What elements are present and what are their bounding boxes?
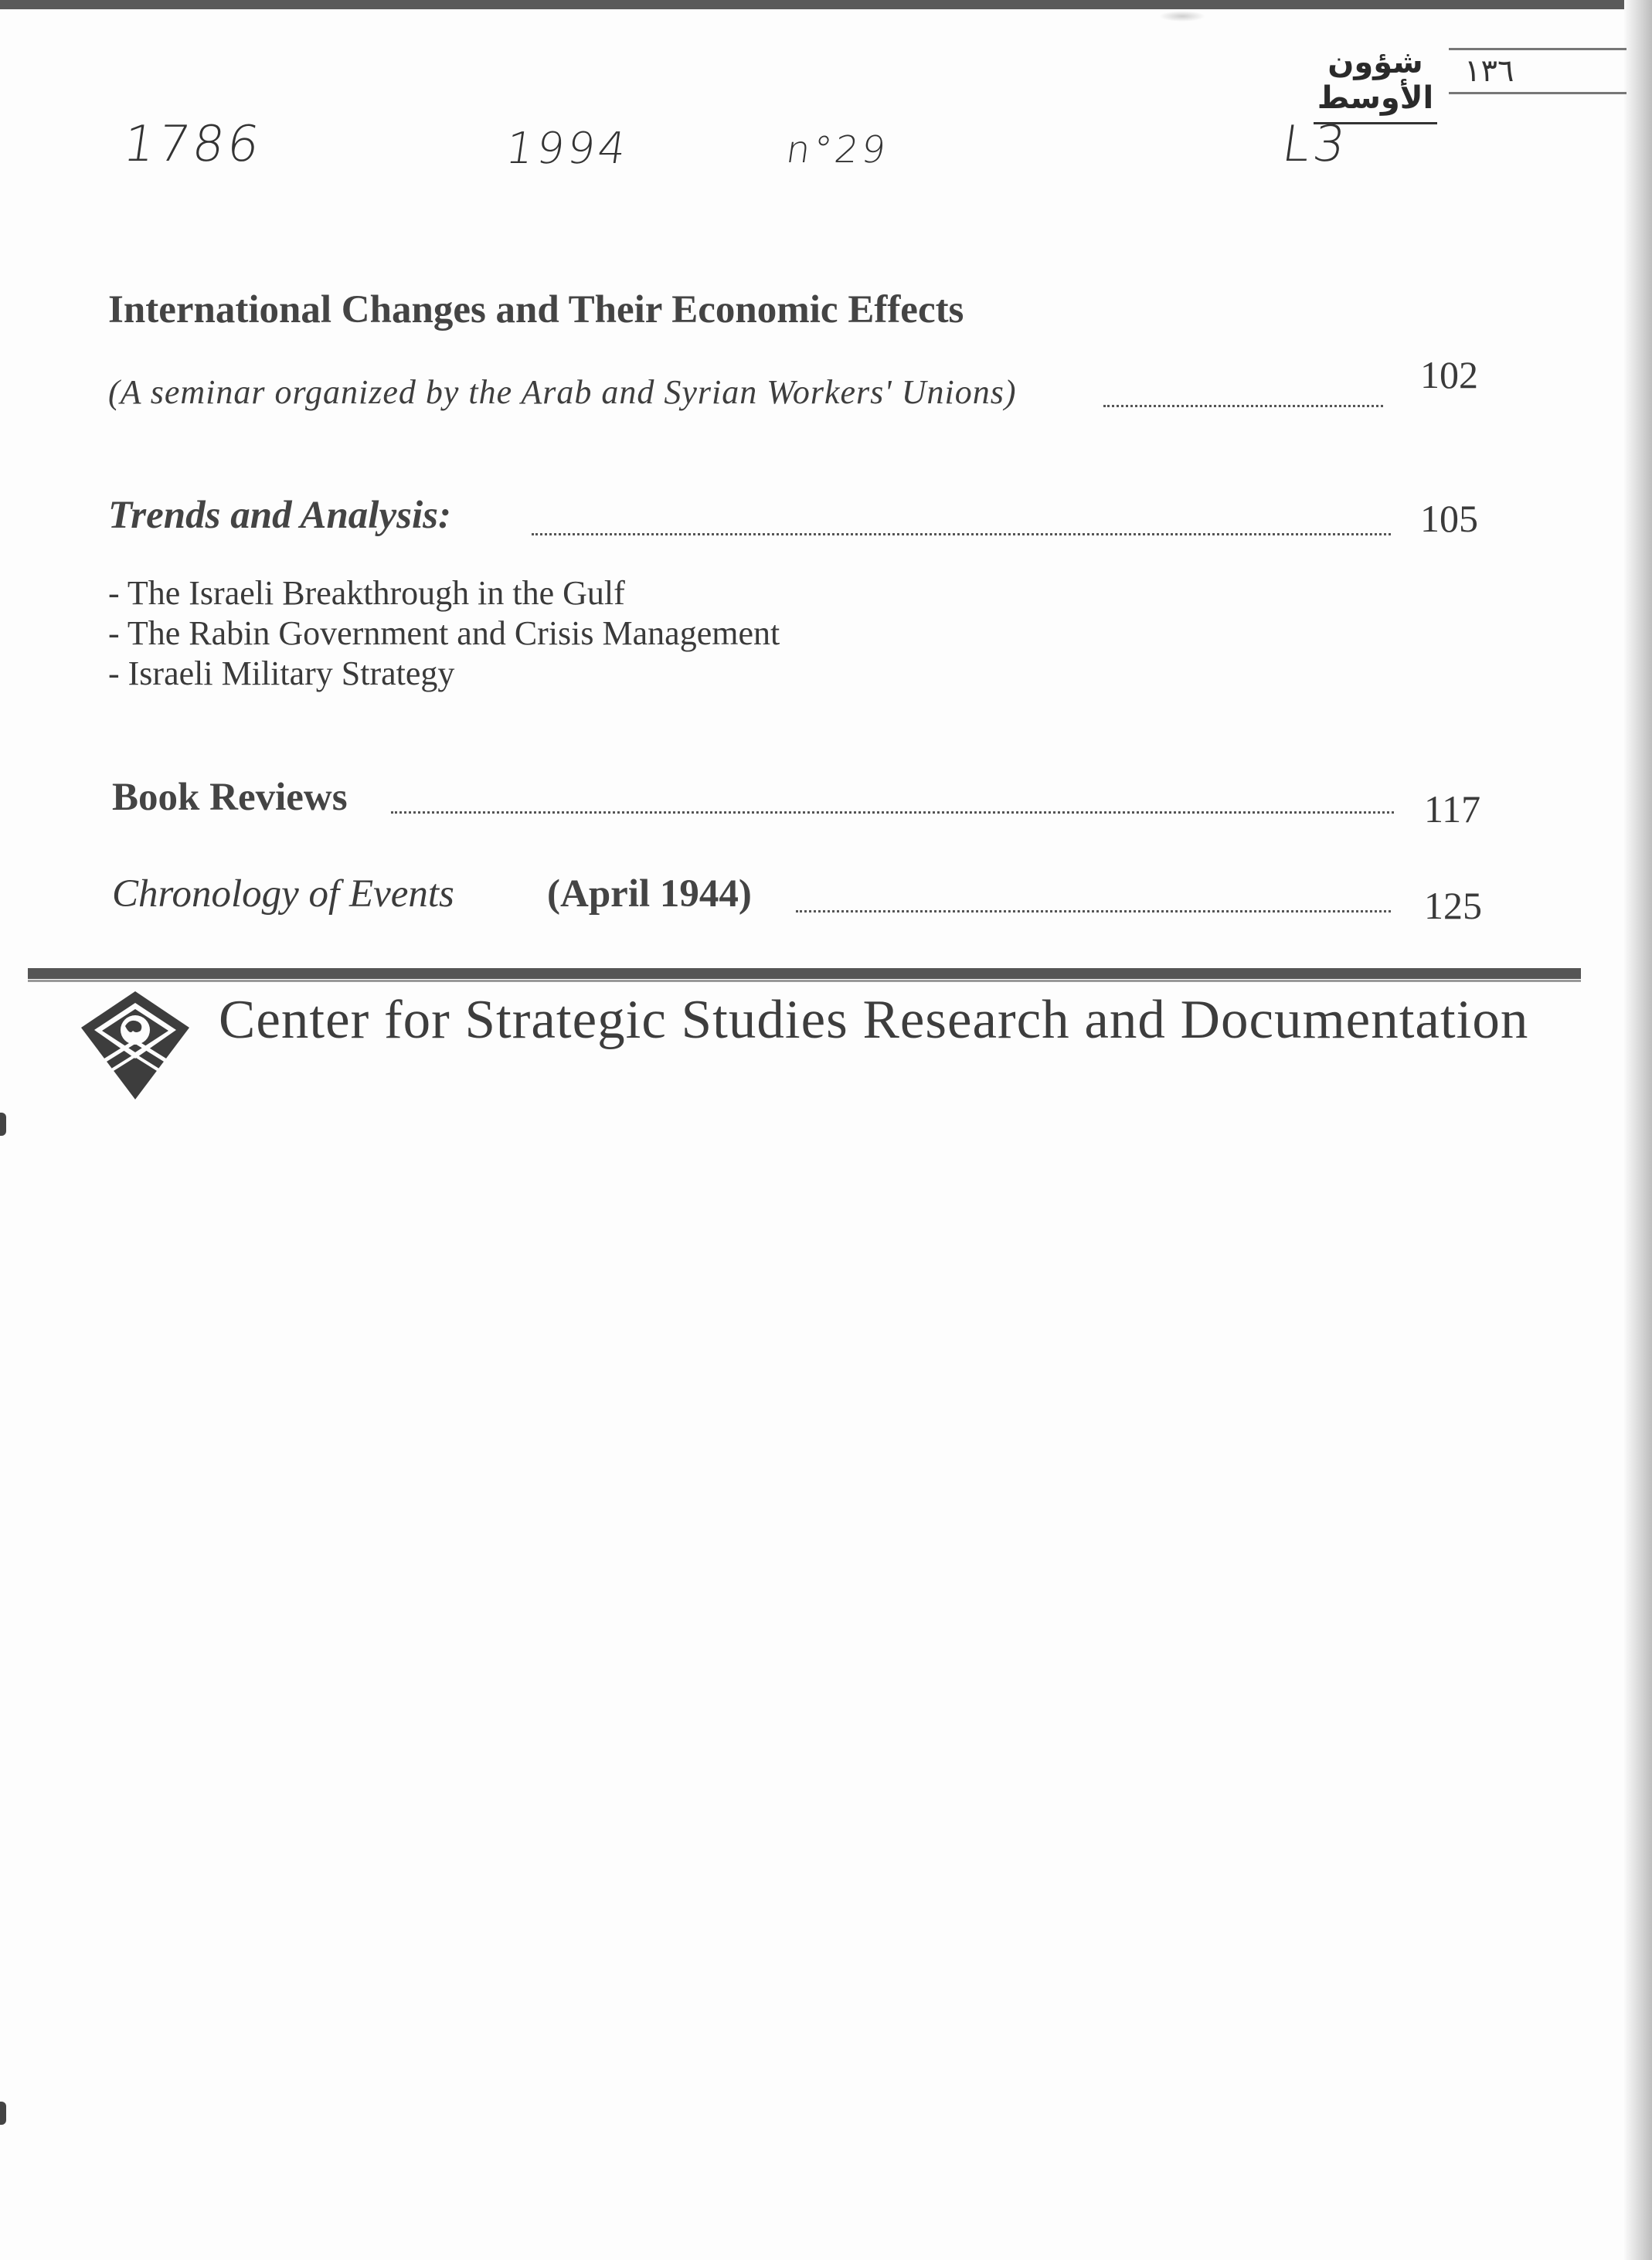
toc-leader-dots (796, 910, 1391, 912)
toc-page-number: 125 (1424, 884, 1482, 927)
toc-leader-dots (391, 811, 1394, 814)
toc-item: - Israeli Military Strategy (108, 654, 780, 694)
scan-speck (1159, 11, 1205, 22)
center-logo-icon (77, 987, 193, 1103)
toc-entry-title: International Changes and Their Economic Effects (108, 288, 964, 331)
toc-page-number: 117 (1424, 787, 1481, 831)
toc-entry-subtitle: (A seminar organized by the Arab and Syrian Workers' Unions) (108, 373, 1017, 411)
shelf-number: ١٣٦ (1449, 48, 1627, 94)
footer-rule (28, 968, 1581, 979)
handwritten-note-accession: 1786 (119, 116, 267, 173)
toc-entry-date: (April 1944) (547, 872, 752, 916)
handwritten-note-year: 1994 (502, 124, 633, 174)
toc-leader-dots (532, 533, 1391, 535)
toc-leader-dots (1103, 405, 1383, 407)
toc-section-title: Trends and Analysis: (108, 494, 451, 537)
page-right-edge (1624, 0, 1652, 2260)
handwritten-note-issue: n°29 (784, 128, 892, 172)
journal-stamp: شؤون الأوسط (1314, 45, 1437, 124)
toc-section-items (108, 573, 780, 694)
toc-entry-title: Book Reviews (112, 776, 348, 819)
binding-mark (0, 1113, 6, 1136)
toc-entry-title: Chronology of Events (112, 872, 454, 916)
page-top-edge (0, 0, 1652, 9)
toc-item: - The Israeli Breakthrough in the Gulf (108, 573, 780, 613)
toc-page-number: 102 (1420, 353, 1478, 396)
binding-mark (0, 2102, 6, 2125)
toc-page-number: 105 (1420, 497, 1478, 540)
footer-rule-thin (28, 980, 1581, 982)
handwritten-note-shelf: L3 (1278, 116, 1352, 173)
toc-item: - The Rabin Government and Crisis Management (108, 613, 780, 654)
center-name: Center for Strategic Studies Research and Documentation (219, 990, 1529, 1050)
